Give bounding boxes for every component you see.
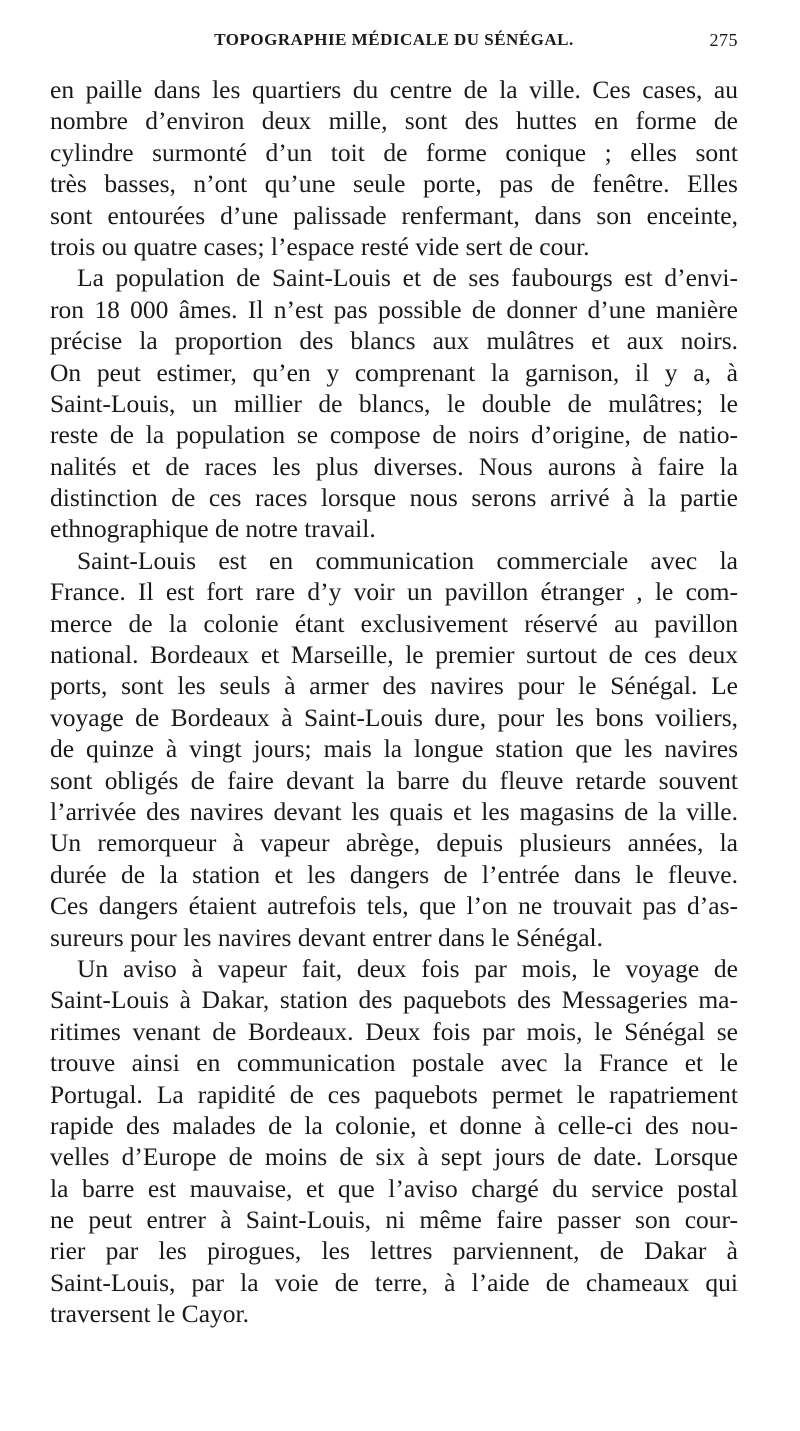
text-line: rier par les pirogues, les lettres parviennent, de Dakar à xyxy=(50,1236,738,1266)
text-line: durée de la station et les dangers de l’entrée dans le fleuve. xyxy=(50,859,738,889)
text-line: la barre est mauvaise, et que l’aviso chargé du service postal xyxy=(50,1173,738,1203)
text-line: distinction de ces races lorsque nous serons arrivé à la partie xyxy=(50,483,738,513)
text-line: en paille dans les quartiers du centre de la ville. Ces cases, au xyxy=(50,75,738,104)
text-line: La population de Saint-Louis et de ses faubourgs est d’envi- xyxy=(77,263,738,293)
text-line: trouve ainsi en communication postale avec la France et le xyxy=(50,1048,738,1078)
text-line: reste de la population se compose de noirs d’origine, de natio- xyxy=(50,420,738,450)
text-line: de quinze à vingt jours; mais la longue station que les navires xyxy=(50,734,738,764)
text-line: ethnographique de notre travail. xyxy=(50,514,376,544)
text-line: Saint-Louis à Dakar, station des paquebots des Messageries ma- xyxy=(50,985,738,1015)
body-text xyxy=(50,74,738,1330)
text-line: sont obligés de faire devant la barre du fleuve retarde souvent xyxy=(50,765,738,795)
text-line: rapide des malades de la colonie, et donne à celle-ci des nou- xyxy=(50,1110,738,1140)
text-line: précise la proportion des blancs aux mulâtres et aux noirs. xyxy=(50,326,738,356)
text-line: nombre d’environ deux mille, sont des huttes en forme de xyxy=(50,106,738,136)
text-line: nalités et de races les plus diverses. Nous aurons à faire la xyxy=(50,451,738,481)
text-line: ron 18 000 âmes. Il n’est pas possible de donner d’une manière xyxy=(50,294,738,324)
text-line: sureurs pour les navires devant entrer dans le Sénégal. xyxy=(50,922,604,952)
text-line: On peut estimer, qu’en y comprenant la garnison, il y a, à xyxy=(50,357,738,387)
text-line: traversent le Cayor. xyxy=(50,1299,249,1329)
text-line: Un aviso à vapeur fait, deux fois par mois, le voyage de xyxy=(77,953,738,983)
text-line: merce de la colonie étant exclusivement réservé au pavillon xyxy=(50,608,738,638)
text-line: Saint-Louis, par la voie de terre, à l’aide de chameaux qui xyxy=(50,1267,738,1297)
text-line: l’arrivée des navires devant les quais et les magasins de la ville. xyxy=(50,796,738,826)
text-line: velles d’Europe de moins de six à sept jours de date. Lorsque xyxy=(50,1142,738,1172)
running-title: TOPOGRAPHIE MÉDICALE DU SÉNÉGAL. xyxy=(214,30,574,49)
text-line: très basses, n’ont qu’une seule porte, pas de fenêtre. Elles xyxy=(50,169,738,199)
running-head xyxy=(50,30,738,60)
text-line: Un remorqueur à vapeur abrège, depuis plusieurs années, la xyxy=(50,828,738,858)
page-number: 275 xyxy=(709,30,738,50)
text-line: Portugal. La rapidité de ces paquebots permet le rapatriement xyxy=(50,1079,738,1109)
text-line: France. Il est fort rare d’y voir un pavillon étranger , le com- xyxy=(50,577,738,607)
text-line: ritimes venant de Bordeaux. Deux fois par mois, le Sénégal se xyxy=(50,1016,738,1046)
text-line: Ces dangers étaient autrefois tels, que l’on ne trouvait pas d’as- xyxy=(50,891,738,921)
text-line: sont entourées d’une palissade renfermant, dans son enceinte, xyxy=(50,200,738,230)
book-page xyxy=(50,30,738,1330)
text-line: Saint-Louis, un millier de blancs, le double de mulâtres; le xyxy=(50,388,738,418)
text-line: ne peut entrer à Saint-Louis, ni même faire passer son cour- xyxy=(50,1205,738,1235)
text-line: Saint-Louis est en communication commerciale avec la xyxy=(77,545,738,575)
text-line: trois ou quatre cases; l’espace resté vide sert de cour. xyxy=(50,231,590,261)
text-line: national. Bordeaux et Marseille, le premier surtout de ces deux xyxy=(50,640,738,670)
text-line: ports, sont les seuls à armer des navires pour le Sénégal. Le xyxy=(50,671,738,701)
text-line: voyage de Bordeaux à Saint-Louis dure, pour les bons voiliers, xyxy=(50,702,738,732)
text-line: cylindre surmonté d’un toit de forme conique ; elles sont xyxy=(50,137,738,167)
